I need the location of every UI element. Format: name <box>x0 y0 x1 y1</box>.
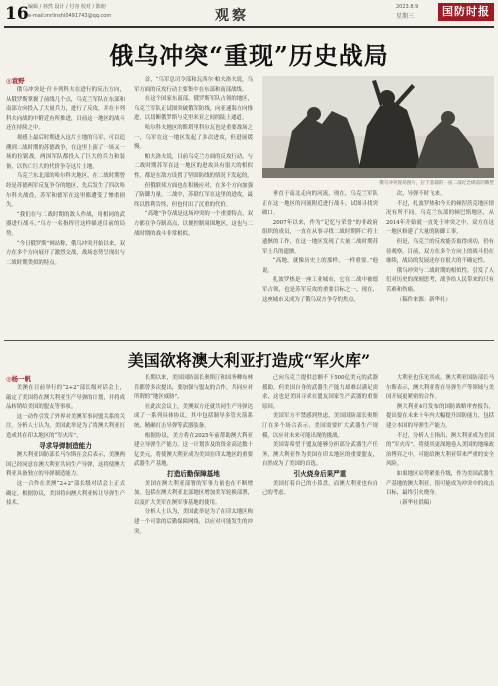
paragraph: 美国军方不禁感到焦虑，美国国防部长奥斯汀在多个场合表示，美国需要扩大武器生产规模，以应对未来可能出现的挑战。 <box>262 413 378 439</box>
article2-col3b-paragraphs <box>262 480 378 499</box>
publication-weekday: 星期三 <box>396 13 415 20</box>
paragraph: 己向乌克兰提供总额不下500亿美元的武器援助，但美国自身的武器生产能力却难以满足需求，这也是美国寻求在盟友国家生产武器的重要原因。 <box>262 375 378 410</box>
paragraph: 长期以来，美国国防部长奥斯汀和国务卿布林肯都曾多次提出，要加强与盟友的合作，共同应对所谓的“地区威胁”。 <box>134 375 253 401</box>
article1-headline: 俄乌冲突“重现”历史战局 <box>109 41 389 70</box>
paragraph: 根据协议，美方将在2025年前帮助澳大利亚建立导弹生产能力，这一计划涉及的资金高达数十亿美元，将使澳大利亚成为美国在印太地区的重要武器生产基地。 <box>134 432 253 468</box>
article2-col1b-paragraphs <box>6 451 125 509</box>
article2-headline: 美国欲将澳大利亚打造成“军火库” <box>127 351 371 370</box>
paragraph: 但是，乌克兰的反攻能否取得成功，仍有待观察。目前，双方在多个方向上的战斗仍在继续，战局的发展还存在很大的不确定性。 <box>386 238 494 265</box>
article1-column-2 <box>134 76 253 334</box>
page-number: 16 <box>5 4 29 24</box>
article1-column-3 <box>262 190 378 334</box>
paragraph: 扎波罗热是一座工业城市，它在二战中被德军占领，也是苏军反攻的重要目标之一，现在，这座城市又成为了俄乌双方争夺的焦点。 <box>262 277 378 303</box>
editor-email: e-mail:mrlinshi0491743@qq.com <box>28 13 112 19</box>
paragraph: 如果地区局势紧张升级，作为美国武器生产基地的澳大利亚，很可能成为冲突中的攻击目标，最终引火烧身。 <box>386 470 494 497</box>
photo-caption: 俄乌冲突现场图片，位于基辅的一座二战纪念碑前的雕塑 <box>379 181 494 186</box>
paragraph: 分析人士认为，美国此举是为了在印太地区构建一个可靠的后勤保障网络，以应对可能发生的冲突。 <box>134 509 253 535</box>
article2-column-2 <box>134 374 253 682</box>
paragraph: 不过，扎波罗热和今天的顿涅茨克地区情况有所不同。乌克兰东部的顿巴斯地区，从2014年开始就一直处于冲突之中，双方在这一地区修建了大量的防御工事。 <box>386 200 494 236</box>
paragraph: 在这个国家东南部，俄罗斯军队占领的地区，乌克兰军队正试图突破俄军防线，向亚速海方向推进，以切断俄罗斯与克里米亚之间的陆上通道。 <box>134 96 253 122</box>
statue-illustration <box>262 76 494 178</box>
article2-subhead-2: 打造后勤保障基地 <box>167 469 220 478</box>
paragraph: 2007年以来，作为“记忆与荣誉”的非政府组织的成员，一直在从事寻找二战时期阵亡将士遗骸的工作，在这一地区发现了大量二战时期苏军士兵的遗骸。 <box>262 219 378 255</box>
masthead <box>0 0 498 28</box>
paragraph: 帕夫洛夫说，目前乌克兰方面的反攻行动，与二战时期苏军在这一地区的进攻具有很大的相似性，都是在敌方设置了坚固防线的情况下发起的。 <box>134 153 253 179</box>
paragraph: 这一动作引发了外界对美澳军事同盟关系的关注。分析人士认为，美国此举是为了将澳大利亚打造成其在印太地区的“军火库”。 <box>6 413 125 439</box>
paragraph: 澳大利亚国防部长马尔斯在会后表示，美澳两国已经同意在澳大利亚共同生产导弹，这将使澳大利亚具备独立的导弹制造能力。 <box>6 452 125 478</box>
paragraph: “高地，就像历史上的那样，一样重要。”他说。 <box>262 258 378 274</box>
paragraph: 观感上最后时期进入这片土地的乌军，可以追溯到二战时期的苏德战争，在这里上演了一场又一场的拉锯战。两国军队都投入了巨大的兵力和装备，以伤亡巨大的代价争夺这片土地。 <box>6 134 125 170</box>
article1-byline: ◎袁野 <box>6 77 25 85</box>
section-divider <box>4 340 494 341</box>
article2-column-1 <box>6 384 125 682</box>
paragraph: 哈尔科夫地区的斯塔里科尔瓦也是重要战场之一，乌军在这一地区发起了多次进攻，但进展缓慢。 <box>134 124 253 151</box>
paragraph: 首，“乌军总司令部和瓦西尔·帕夫洛夫说，乌军方面的反攻行动主要集中在东部和南部战线。 <box>134 77 253 93</box>
paragraph: 这一合作在美澳“2+2”部长级对话会上正式确定。根据协议，美国将向澳大利亚转让导弹生产技术。 <box>6 480 125 507</box>
paragraph: 美国寄希望于盟友能够分担部分武器生产任务，澳大利亚作为美国在印太地区的重要盟友，自然成为了美国的首选。 <box>262 442 378 468</box>
paragraph: 垂直于南北走向的河流，现在，乌克兰军队正在这一地区的河流附近进行战斗，试图寻找突破口。 <box>262 191 378 217</box>
paragraph: 但俄联邦方面也在积极应对，在多个方向加强了防御力量。二战中，苏联红军在这里的进攻，最终以胜利告终，但也付出了沉重的代价。 <box>134 182 253 208</box>
article2-column-3 <box>262 374 378 682</box>
paragraph: 俄乌冲突与二战时期的相似性，引发了人们对历史的深刻思考，战争给人民带来的只有苦难和伤痛。 <box>386 267 494 293</box>
editor-credits: 编辑 / 林然 设计 / 付容 校对 / 陈朋 <box>28 4 106 10</box>
paragraph: “今日俄罗斯”网站称，俄乌冲突开始以来，双方在多个方向展开了激烈交战，战场态势呈现出与二战时期类似的特点。 <box>6 240 125 266</box>
paragraph: 次，导弹不时飞来。 <box>396 191 446 197</box>
article2-col1-paragraphs <box>6 384 125 442</box>
paragraph: 美国在澳大利亚部署的军事力量也在不断增加，包括在澳大利亚北部地区增加美军轮换部署，以及扩大美军在澳军事基地的使用。 <box>134 480 253 506</box>
paragraph: 美国打着自己的小算盘，而澳大利亚也有自己的考虑。 <box>262 480 378 497</box>
article2-subhead-3: 引火烧身后果严重 <box>293 469 347 478</box>
publication-date: 2023.8.9 <box>396 4 419 10</box>
paragraph: “我们在与二战时期的敌人作战，用相同的武器进行战斗。”乌方一名指挥官这样描述目前的局势。 <box>6 211 125 237</box>
article1-column-4 <box>386 190 494 334</box>
paragraph: 俄乌冲突是·什卡列科夫在进行的反击方向，从俄罗斯掌握了前线几个点，乌克兰军队在东部和南部方向投入了大量兵力，进行了反攻，并在卡列科夫向战的中附近有所推进，目前这一地区的战斗还在持续之中。 <box>6 87 125 132</box>
paragraph: 不过，分析人士指出，澳大利亚成为美国的“军火库”，将使其更深地卷入美国的地缘政治博弈之中，可能给澳大利亚带来严重的安全风险。 <box>386 432 494 468</box>
article2-col3-paragraphs <box>262 374 378 470</box>
paragraph: 大利亚也乐见其成。澳大利亚国防部长马尔斯表示，澳大利亚将在导弹生产等领域与美国开展更紧密的合作。 <box>386 375 494 401</box>
article2-column-4 <box>386 374 494 682</box>
paragraph: （稿件来源：新华社） <box>396 296 451 303</box>
paragraph: 在此次会议上，美澳双方还就共同生产导弹达成了一系列具体协议，其中包括制导多管火箭系统、精确打击导弹等武器装备。 <box>134 403 253 429</box>
paragraph: 乌克兰东北部的哈尔科夫地区，在二战时期曾经是苏德两军反复争夺的地区，先后发生了四次哈尔科夫战役，苏军和德军在这里都遭受了惨重损失。 <box>6 173 125 209</box>
article2-col2b-paragraphs <box>134 480 253 538</box>
paragraph: （新华社供稿） <box>396 499 435 506</box>
article1-column-1 <box>6 86 125 334</box>
article2-col2-paragraphs <box>134 374 253 470</box>
paragraph: 澳大利亚4月发布的国防战略审查报告，提出要在未来十年内大幅提升国防能力，包括建立本国的导弹生产能力。 <box>386 403 494 429</box>
newspaper-logo: 国防时报 <box>438 3 494 21</box>
article2-subhead-1: 寻求导弹制造能力 <box>39 441 92 450</box>
paragraph: 美澳在日前举行的“2+2”部长级对话会上，敲定了美国将在澳大利亚生产导弹的计划，并将成品转销给美国的盟友等事项。 <box>6 385 125 411</box>
section-title: 观察 <box>215 8 249 24</box>
article2-byline: ◎杨一帆 <box>6 375 32 383</box>
memorial-statue-photo <box>262 76 494 178</box>
paragraph: “高地”争夺战是这场冲突的一个重要特点，双方都在争夺制高点，以便控制周围地区，这也与二战时期的战斗非常相似。 <box>134 211 253 237</box>
header-rule <box>4 26 494 28</box>
